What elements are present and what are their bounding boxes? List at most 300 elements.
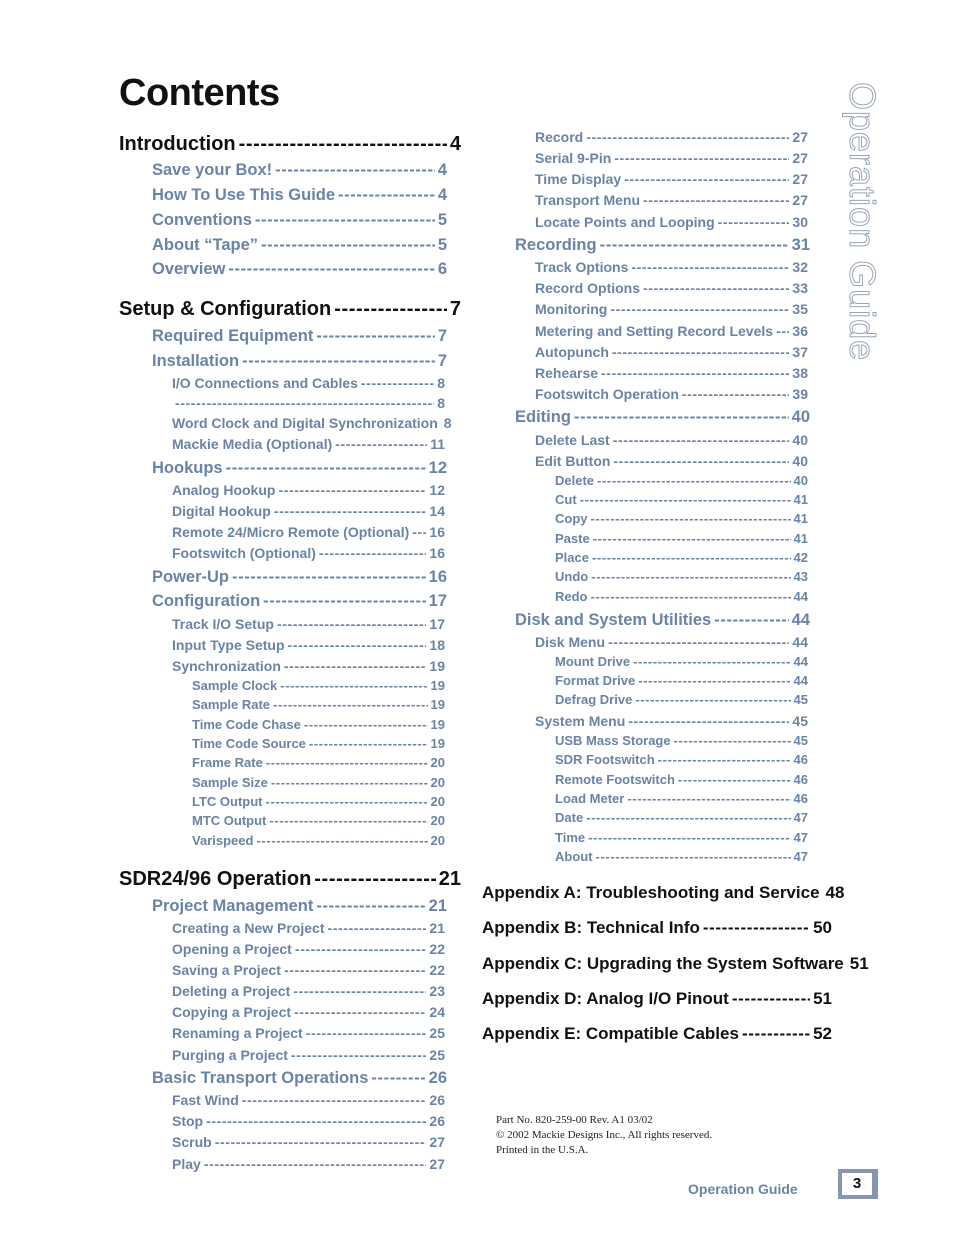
toc-entry-label: LTC Output	[192, 794, 263, 809]
toc-entry-label: Editing	[515, 408, 571, 426]
dot-leader	[776, 323, 789, 339]
toc-entry[interactable]	[172, 1092, 445, 1108]
toc-entry[interactable]	[172, 637, 445, 653]
toc-entry[interactable]	[555, 550, 808, 565]
dot-leader	[592, 550, 791, 565]
dot-leader	[275, 161, 435, 180]
dot-leader	[591, 511, 791, 526]
toc-entry-label: Copy	[555, 511, 588, 526]
toc-entry-page: 22	[429, 962, 445, 978]
toc-entry[interactable]	[172, 941, 445, 957]
toc-entry[interactable]	[172, 1047, 445, 1063]
dot-leader	[614, 150, 789, 166]
toc-entry[interactable]	[172, 482, 445, 498]
toc-entry[interactable]	[152, 897, 447, 916]
toc-entry-page: 16	[429, 545, 445, 561]
toc-entry[interactable]	[555, 569, 808, 584]
toc-entry-page: 36	[792, 323, 808, 339]
toc-entry[interactable]	[555, 830, 808, 845]
dot-leader	[631, 259, 789, 275]
dot-leader	[266, 794, 428, 809]
toc-entry[interactable]	[172, 436, 445, 452]
toc-entry-page: 44	[793, 589, 808, 604]
dot-leader	[263, 592, 425, 611]
toc-entry[interactable]	[535, 634, 808, 650]
toc-entry-page: 47	[793, 830, 808, 845]
toc-entry-page: 44	[792, 634, 808, 650]
toc-entry-page: 12	[428, 459, 447, 477]
toc-entry-label: Word Clock and Digital Synchronization	[172, 415, 438, 431]
toc-entry-page: 19	[430, 697, 445, 712]
toc-entry-page: 40	[793, 473, 808, 488]
dot-leader	[591, 589, 791, 604]
toc-entry[interactable]	[152, 161, 447, 180]
dot-leader	[658, 752, 791, 767]
toc-entry[interactable]	[152, 568, 447, 587]
toc-entry-page: 20	[430, 775, 445, 790]
toc-entry-label: Opening a Project	[172, 941, 292, 957]
toc-entry[interactable]	[515, 611, 810, 630]
toc-entry[interactable]	[152, 1069, 447, 1088]
toc-entry-page: 20	[430, 813, 445, 828]
toc-entry-label: Delete Last	[535, 432, 610, 448]
appendix-entry[interactable]	[482, 918, 832, 938]
toc-entry-page: 44	[791, 611, 810, 629]
dot-leader	[175, 395, 434, 411]
toc-entry-label: Creating a New Project	[172, 920, 325, 936]
toc-entry-label: Varispeed	[192, 833, 254, 848]
dot-leader	[306, 1025, 427, 1041]
dot-leader	[255, 211, 435, 230]
toc-entry-label: Fast Wind	[172, 1092, 239, 1108]
toc-entry-label: SDR24/96 Operation	[119, 868, 312, 890]
dot-leader	[613, 432, 790, 448]
toc-entry[interactable]	[555, 692, 808, 707]
toc-entry-page: 27	[429, 1156, 445, 1172]
toc-entry-label: Time	[555, 830, 586, 845]
toc-entry[interactable]	[172, 545, 445, 561]
toc-entry-label: Disk Menu	[535, 634, 606, 650]
toc-entry-page: 7	[437, 352, 447, 370]
toc-entry-page: 31	[791, 236, 810, 254]
dot-leader	[628, 713, 789, 729]
toc-entry-page: 16	[428, 568, 447, 586]
toc-entry[interactable]	[172, 920, 445, 936]
toc-entry-label: Autopunch	[535, 344, 609, 360]
page-number: 3	[842, 1173, 872, 1195]
toc-entry-page: 17	[429, 616, 445, 632]
toc-entry[interactable]	[535, 150, 808, 166]
toc-entry-label: Remote Footswitch	[555, 772, 675, 787]
toc-entry[interactable]	[152, 352, 447, 371]
toc-entry-page: 26	[429, 1092, 445, 1108]
footer-label: Operation Guide	[688, 1181, 798, 1197]
appendix-label: Appendix C: Upgrading the System Software	[482, 954, 844, 973]
toc-entry-page: 40	[792, 453, 808, 469]
toc-entry[interactable]	[172, 1004, 445, 1020]
toc-entry-label: Configuration	[152, 592, 261, 610]
dot-leader	[269, 813, 427, 828]
appendix-entry[interactable]	[482, 989, 832, 1009]
toc-entry[interactable]	[535, 386, 808, 402]
toc-entry-label: Renaming a Project	[172, 1025, 303, 1041]
toc-entry-label: Introduction	[119, 133, 236, 155]
dot-leader	[643, 280, 789, 296]
toc-entry[interactable]	[555, 791, 808, 806]
toc-entry-page: 11	[430, 436, 445, 452]
toc-entry[interactable]	[152, 260, 447, 279]
dot-leader	[242, 352, 435, 371]
toc-entry-label: Hookups	[152, 459, 223, 477]
dot-leader	[412, 524, 426, 540]
dot-leader	[309, 736, 428, 751]
dot-leader	[295, 941, 427, 957]
toc-entry[interactable]	[172, 983, 445, 999]
toc-entry[interactable]	[535, 432, 808, 448]
toc-entry-label: How To Use This Guide	[152, 186, 336, 204]
dot-leader	[580, 492, 791, 507]
toc-entry-label: Scrub	[172, 1134, 212, 1150]
dot-leader	[586, 129, 789, 145]
toc-entry-label: Metering and Setting Record Levels	[535, 323, 774, 339]
toc-entry[interactable]	[172, 616, 445, 632]
toc-entry-label: Remote 24/Micro Remote (Optional)	[172, 524, 410, 540]
toc-entry-page: 27	[792, 192, 808, 208]
toc-entry-label: Saving a Project	[172, 962, 281, 978]
toc-entry[interactable]	[535, 713, 808, 729]
toc-entry-label: Defrag Drive	[555, 692, 633, 707]
appendix-label: Appendix A: Troubleshooting and Service	[482, 883, 820, 902]
appendix-entry[interactable]	[482, 883, 845, 903]
toc-entry-label: Redo	[555, 589, 588, 604]
dot-leader	[328, 920, 427, 936]
toc-entry[interactable]	[555, 473, 808, 488]
toc-entry[interactable]	[535, 344, 808, 360]
dot-leader	[610, 301, 789, 317]
toc-entry-page: 4	[449, 133, 461, 155]
toc-entry-label: Record	[535, 129, 584, 145]
toc-entry-label: Copying a Project	[172, 1004, 292, 1020]
dot-leader	[280, 678, 427, 693]
dot-leader	[601, 365, 789, 381]
dot-leader	[612, 344, 790, 360]
dot-leader	[228, 260, 434, 279]
toc-entry-page: 24	[429, 1004, 445, 1020]
toc-entry[interactable]	[535, 365, 808, 381]
toc-entry-label: SDR Footswitch	[555, 752, 655, 767]
toc-entry[interactable]	[515, 236, 810, 255]
dot-leader	[638, 673, 790, 688]
publication-info	[496, 1113, 712, 1158]
toc-entry[interactable]	[119, 298, 461, 321]
appendix-page: 51	[813, 989, 832, 1008]
toc-entry[interactable]	[192, 697, 445, 712]
toc-entry[interactable]	[172, 415, 452, 431]
toc-entry-label: Load Meter	[555, 791, 625, 806]
toc-entry-label: About “Tape”	[152, 236, 259, 254]
toc-entry[interactable]	[172, 962, 445, 978]
toc-entry-label: Paste	[555, 531, 590, 546]
toc-entry-page: 26	[429, 1113, 445, 1129]
toc-entry-page: 14	[429, 503, 445, 519]
dot-leader	[718, 214, 790, 230]
toc-entry[interactable]	[535, 214, 808, 230]
toc-entry-label: Time Display	[535, 171, 622, 187]
toc-entry-label: Project Management	[152, 897, 314, 915]
toc-entry-label: Locate Points and Looping	[535, 214, 715, 230]
dot-leader	[271, 775, 428, 790]
toc-entry-page: 19	[430, 717, 445, 732]
toc-entry-page: 5	[437, 211, 447, 229]
toc-entry-page: 12	[429, 482, 445, 498]
toc-entry[interactable]	[172, 375, 445, 391]
toc-entry-page: 27	[429, 1134, 445, 1150]
dot-leader	[319, 545, 427, 561]
toc-entry-label: Frame Rate	[192, 755, 263, 770]
toc-entry-page: 45	[793, 733, 808, 748]
toc-entry[interactable]	[535, 453, 808, 469]
toc-entry[interactable]	[535, 259, 808, 275]
dot-leader	[291, 1047, 427, 1063]
toc-entry-label: Setup & Configuration	[119, 298, 332, 320]
appendix-entry[interactable]	[482, 954, 869, 974]
toc-entry[interactable]	[192, 813, 445, 828]
toc-entry[interactable]	[555, 654, 808, 669]
toc-entry-page: 4	[437, 186, 447, 204]
toc-entry-label: Mount Drive	[555, 654, 631, 669]
toc-entry[interactable]	[535, 129, 808, 145]
toc-entry-page: 47	[793, 849, 808, 864]
toc-entry-label: Disk and System Utilities	[515, 611, 712, 629]
side-label-text: Operation Guide	[842, 82, 883, 362]
dot-leader	[714, 611, 788, 630]
toc-entry-page: 7	[437, 327, 447, 345]
toc-entry-page: 19	[430, 678, 445, 693]
toc-entry-label: Overview	[152, 260, 226, 278]
toc-entry-label: Sample Size	[192, 775, 268, 790]
toc-entry-page: 17	[428, 592, 447, 610]
toc-entry[interactable]	[515, 408, 810, 427]
toc-entry[interactable]	[172, 395, 445, 411]
toc-entry[interactable]	[152, 592, 447, 611]
dot-leader	[635, 692, 790, 707]
toc-entry[interactable]	[555, 772, 808, 787]
dot-leader	[597, 473, 791, 488]
toc-entry-page: 41	[793, 492, 808, 507]
dot-leader	[294, 1004, 426, 1020]
toc-entry[interactable]	[192, 678, 445, 693]
toc-entry-page: 27	[792, 171, 808, 187]
toc-entry-page: 23	[429, 983, 445, 999]
toc-entry-page: 7	[449, 298, 461, 320]
dot-leader	[703, 918, 810, 938]
appendix-page: 51	[849, 954, 869, 973]
toc-entry-page: 41	[793, 511, 808, 526]
toc-entry-page: 47	[793, 810, 808, 825]
toc-entry-label: Mackie Media (Optional)	[172, 436, 333, 452]
toc-entry-page: 20	[430, 833, 445, 848]
part-number: Part No. 820-259-00 Rev. A1 03/02	[496, 1114, 653, 1126]
toc-entry[interactable]	[555, 589, 808, 604]
toc-entry[interactable]	[555, 531, 808, 546]
dot-leader	[627, 791, 790, 806]
toc-entry[interactable]	[535, 280, 808, 296]
toc-entry-label: Footswitch Operation	[535, 386, 679, 402]
dot-leader	[574, 408, 789, 427]
appendix-entry[interactable]	[482, 1024, 832, 1044]
toc-entry[interactable]	[535, 192, 808, 208]
page-number-box	[838, 1169, 878, 1199]
toc-entry-page: 20	[430, 755, 445, 770]
dot-leader	[371, 1069, 425, 1088]
toc-entry-label: Analog Hookup	[172, 482, 276, 498]
toc-entry-page: 18	[429, 637, 445, 653]
toc-entry-page: 20	[430, 794, 445, 809]
toc-entry-page: 22	[429, 941, 445, 957]
toc-entry-page: 19	[429, 658, 445, 674]
toc-entry-label: Required Equipment	[152, 327, 314, 345]
toc-entry-label: Installation	[152, 352, 240, 370]
dot-leader	[284, 658, 427, 674]
toc-entry[interactable]	[172, 503, 445, 519]
toc-entry[interactable]	[172, 658, 445, 674]
toc-entry[interactable]	[555, 849, 808, 864]
toc-entry[interactable]	[152, 211, 447, 230]
toc-entry-page: 44	[793, 673, 808, 688]
dot-leader	[600, 236, 789, 255]
toc-entry-label: Input Type Setup	[172, 637, 285, 653]
toc-entry-page: 44	[793, 654, 808, 669]
toc-entry-page: 19	[430, 736, 445, 751]
toc-entry-page: 25	[429, 1025, 445, 1041]
toc-entry[interactable]	[119, 868, 461, 891]
toc-entry-label: Edit Button	[535, 453, 611, 469]
toc-entry[interactable]	[535, 171, 808, 187]
toc-entry[interactable]	[535, 301, 808, 317]
toc-entry-page: 27	[792, 129, 808, 145]
toc-entry-label: Play	[172, 1156, 201, 1172]
toc-entry-label: Place	[555, 550, 589, 565]
toc-entry-page: 43	[793, 569, 808, 584]
toc-entry[interactable]	[192, 717, 445, 732]
toc-entry[interactable]	[555, 733, 808, 748]
toc-entry[interactable]	[555, 673, 808, 688]
toc-entry[interactable]	[535, 323, 808, 339]
appendix-page: 52	[813, 1024, 832, 1043]
toc-entry-label: Undo	[555, 569, 589, 584]
toc-entry-label: Track I/O Setup	[172, 616, 274, 632]
toc-entry-label: I/O Connections and Cables	[172, 375, 358, 391]
toc-entry[interactable]	[152, 186, 447, 205]
toc-entry-page: 46	[793, 772, 808, 787]
toc-entry-page: 32	[792, 259, 808, 275]
dot-leader	[284, 962, 426, 978]
appendix-page: 50	[813, 918, 832, 937]
toc-entry-page: 40	[792, 432, 808, 448]
toc-entry[interactable]	[172, 1025, 445, 1041]
toc-entry-page: 35	[792, 301, 808, 317]
toc-entry-label: MTC Output	[192, 813, 267, 828]
dot-leader	[624, 171, 789, 187]
toc-entry[interactable]	[152, 459, 447, 478]
toc-entry[interactable]	[172, 1156, 445, 1172]
toc-entry-label: Synchronization	[172, 658, 281, 674]
copyright: © 2002 Mackie Designs Inc., All rights reserved.	[496, 1129, 713, 1141]
toc-entry[interactable]	[192, 794, 445, 809]
toc-entry[interactable]	[192, 833, 445, 848]
dot-leader	[215, 1134, 427, 1150]
toc-entry[interactable]	[192, 736, 445, 751]
toc-entry-page: 45	[793, 692, 808, 707]
toc-entry[interactable]	[555, 511, 808, 526]
dot-leader	[335, 436, 427, 452]
toc-entry-label: Delete	[555, 473, 595, 488]
toc-entry-page: 33	[792, 280, 808, 296]
toc-entry-page: 37	[792, 344, 808, 360]
toc-entry[interactable]	[555, 492, 808, 507]
dot-leader	[239, 133, 447, 156]
toc-entry-page: 42	[793, 550, 808, 565]
dot-leader	[682, 386, 790, 402]
toc-entry-label: Rehearse	[535, 365, 599, 381]
toc-entry-page: 21	[429, 920, 445, 936]
toc-entry[interactable]	[555, 752, 808, 767]
toc-entry[interactable]	[192, 775, 445, 790]
toc-entry[interactable]	[152, 236, 447, 255]
toc-entry-page: 21	[428, 897, 447, 915]
dot-leader	[361, 375, 434, 391]
dot-leader	[256, 833, 427, 848]
toc-entry[interactable]	[119, 133, 461, 156]
toc-entry-label: Recording	[515, 236, 597, 254]
appendix-page: 48	[825, 883, 845, 902]
toc-entry-page: 6	[437, 260, 447, 278]
toc-entry-label: About	[555, 849, 593, 864]
dot-leader	[288, 637, 427, 653]
toc-entry[interactable]	[555, 810, 808, 825]
dot-leader	[206, 1113, 426, 1129]
dot-leader	[593, 531, 791, 546]
printed-in: Printed in the U.S.A.	[496, 1144, 589, 1156]
toc-entry-label: Format Drive	[555, 673, 636, 688]
toc-entry[interactable]	[172, 524, 445, 540]
toc-entry-label: Time Code Chase	[192, 717, 301, 732]
toc-entry[interactable]	[172, 1134, 445, 1150]
toc-entry-label: Transport Menu	[535, 192, 641, 208]
toc-entry-label: System Menu	[535, 713, 626, 729]
toc-entry-label: Sample Clock	[192, 678, 278, 693]
dot-leader	[304, 717, 428, 732]
toc-entry-label: Time Code Source	[192, 736, 306, 751]
toc-entry-page: 16	[429, 524, 445, 540]
dot-leader	[261, 236, 435, 255]
toc-entry-page: 25	[429, 1047, 445, 1063]
toc-entry[interactable]	[172, 1113, 445, 1129]
dot-leader	[674, 733, 791, 748]
side-label	[838, 82, 888, 382]
toc-entry-label: Power-Up	[152, 568, 230, 586]
toc-entry-label: Basic Transport Operations	[152, 1069, 369, 1087]
toc-entry-label: Purging a Project	[172, 1047, 288, 1063]
dot-leader	[643, 192, 789, 208]
dot-leader	[732, 989, 810, 1009]
toc-entry[interactable]	[152, 327, 447, 346]
toc-entry-label: USB Mass Storage	[555, 733, 671, 748]
toc-entry[interactable]	[192, 755, 445, 770]
dot-leader	[742, 1024, 810, 1044]
dot-leader	[273, 697, 427, 712]
toc-entry-label: Digital Hookup	[172, 503, 271, 519]
